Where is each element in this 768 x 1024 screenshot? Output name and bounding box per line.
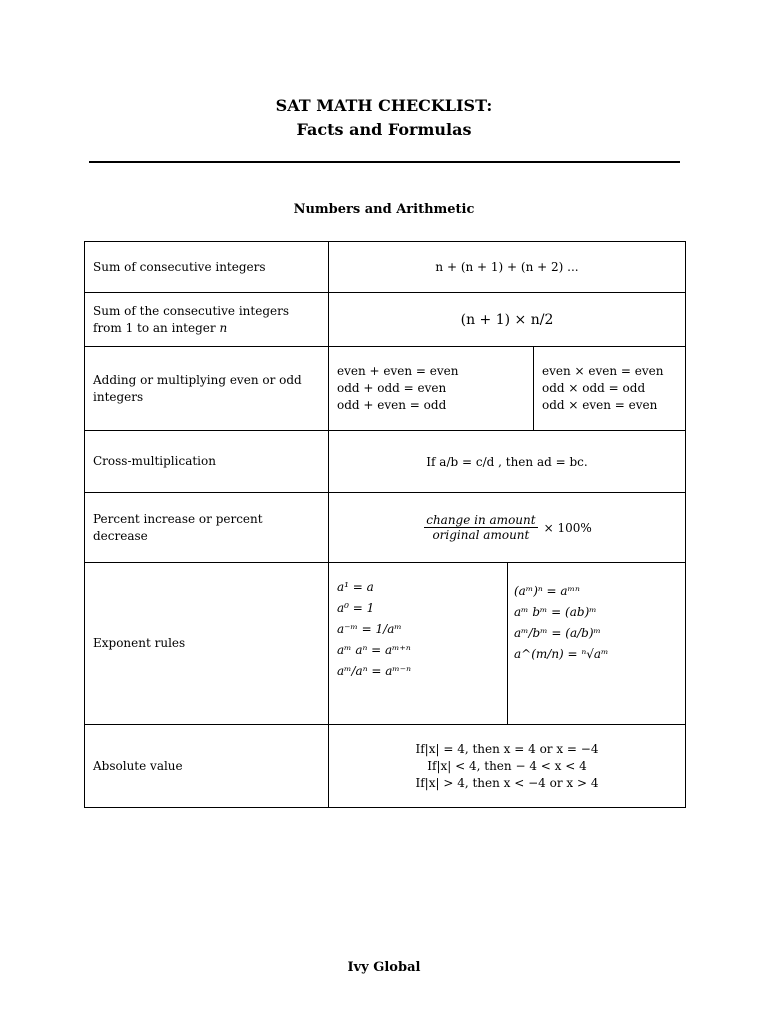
absolute-rule-2: If|x| < 4, then − 4 < x < 4 bbox=[427, 758, 587, 773]
exponent-rule-9: a^(m/n) = ⁿ√aᵐ bbox=[514, 647, 609, 661]
formula-sum-to-n: (n + 1) × n/2 bbox=[328, 292, 686, 347]
adding-rule-2: odd + odd = even bbox=[337, 381, 447, 395]
adding-rule-1: even + even = even bbox=[337, 364, 459, 378]
row-label-consecutive-sum: Sum of consecutive integers bbox=[84, 241, 329, 293]
page-title: SAT MATH CHECKLIST: bbox=[275, 96, 493, 115]
footer-brand: Ivy Global bbox=[347, 960, 421, 975]
formula-percent-change bbox=[328, 492, 686, 563]
absolute-rule-3: If|x| > 4, then x < −4 or x > 4 bbox=[415, 775, 599, 790]
percent-fraction bbox=[424, 513, 537, 542]
row-label-sum-to-n bbox=[84, 292, 329, 347]
multiplying-rule-3: odd × even = even bbox=[542, 398, 658, 412]
exponent-rule-4: aᵐ aⁿ = aᵐ⁺ⁿ bbox=[337, 643, 411, 657]
exponent-rule-1: a¹ = a bbox=[337, 580, 374, 594]
exponent-rule-5: aᵐ/aⁿ = aᵐ⁻ⁿ bbox=[337, 664, 411, 678]
percent-denominator: original amount bbox=[432, 528, 530, 542]
even-odd-multiplying bbox=[533, 346, 686, 431]
row-label-exponent-rules: Exponent rules bbox=[84, 562, 329, 725]
row-label-absolute-value: Absolute value bbox=[84, 724, 329, 808]
exponent-rule-6: (aᵐ)ⁿ = aᵐⁿ bbox=[514, 584, 580, 598]
page-subtitle: Facts and Formulas bbox=[296, 120, 472, 139]
title-divider bbox=[89, 161, 680, 163]
even-odd-adding bbox=[328, 346, 534, 431]
section-heading: Numbers and Arithmetic bbox=[293, 202, 475, 217]
exponent-rule-2: a⁰ = 1 bbox=[337, 601, 375, 615]
exponent-rule-7: aᵐ bᵐ = (ab)ᵐ bbox=[514, 605, 597, 619]
row-label-cross-multiplication: Cross-multiplication bbox=[84, 430, 329, 493]
exponent-rules-right bbox=[507, 562, 686, 725]
percent-numerator: change in amount bbox=[426, 513, 536, 527]
label-variable: n bbox=[219, 320, 228, 335]
adding-rule-3: odd + even = odd bbox=[337, 398, 447, 412]
exponent-rule-3: a⁻ᵐ = 1/aᵐ bbox=[337, 622, 402, 636]
label-text: Sum of the consecutive integers from 1 to an integer bbox=[93, 303, 289, 335]
formula-consecutive-sum: n + (n + 1) + (n + 2) ... bbox=[328, 241, 686, 293]
formula-absolute-value bbox=[328, 724, 686, 808]
row-label-even-odd: Adding or multiplying even or odd integers bbox=[84, 346, 329, 431]
row-label-percent-change: Percent increase or percent decrease bbox=[84, 492, 329, 563]
exponent-rule-8: aᵐ/bᵐ = (a/b)ᵐ bbox=[514, 626, 601, 640]
exponent-rules-left bbox=[328, 562, 508, 725]
percent-suffix: × 100% bbox=[543, 520, 592, 535]
multiplying-rule-2: odd × odd = odd bbox=[542, 381, 646, 395]
formula-cross-multiplication: If a/b = c/d , then ad = bc. bbox=[328, 430, 686, 493]
multiplying-rule-1: even × even = even bbox=[542, 364, 664, 378]
absolute-rule-1: If|x| = 4, then x = 4 or x = −4 bbox=[415, 741, 599, 756]
